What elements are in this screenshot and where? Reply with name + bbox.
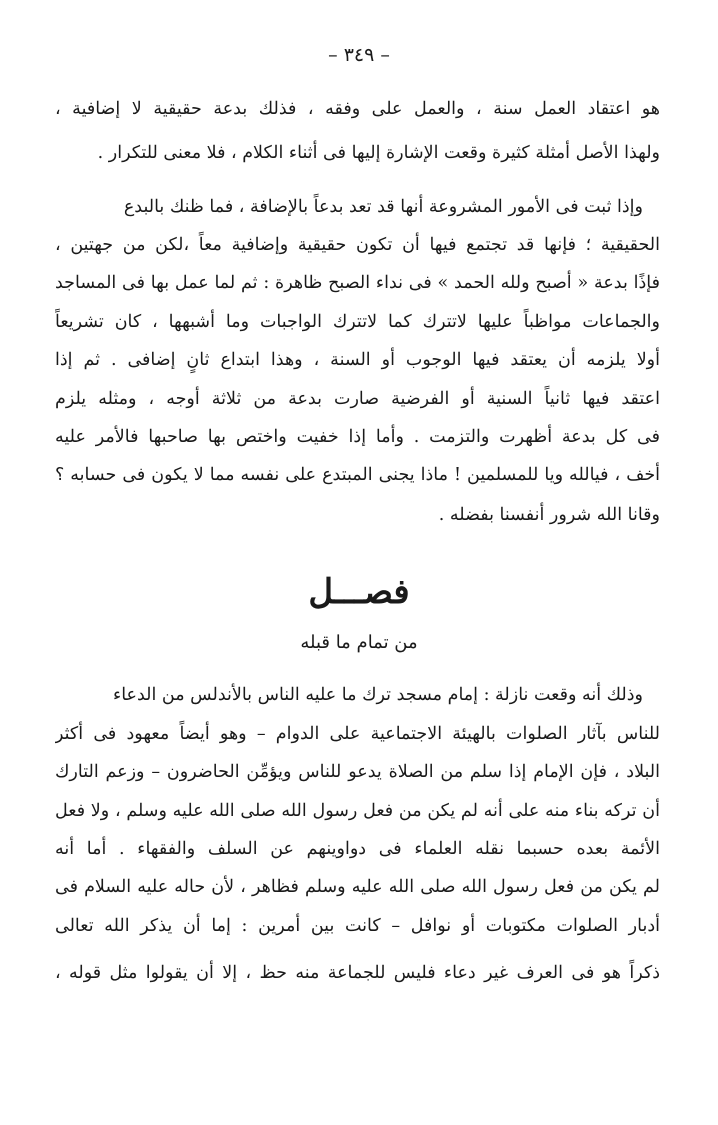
paragraph-2-line: وقانا الله شرور أنفسنا بفضله . <box>438 505 660 525</box>
paragraph-2-line: فى كل بدعة أظهرت والتزمت . وأما إذا خفيت واختص بها صاحبها فالأمر عليه <box>55 427 660 447</box>
paragraph-1-line: هو اعتقاد العمل سنة ، والعمل على وفقه ، فذلك بدعة حقيقية لا إضافية ، <box>55 99 660 119</box>
paragraph-2-line: أولا يلزمه أن يعتقد فيها الوجوب أو السنة ، وهذا ابتداع ثانٍ إضافى . ثم إذا <box>55 350 660 370</box>
paragraph-2-line: الحقيقية ؛ فإنها قد تجتمع فيها أن تكون حقيقية وإضافية معاً ،لكن من جهتين ، <box>55 235 660 255</box>
paragraph-3-line: أدبار الصلوات مكتوبات أو نوافل – كانت بين أمرين : إما أن يذكر الله تعالى <box>55 916 660 936</box>
paragraph-3-line: أن تركه بناء منه على أنه لم يكن من فعل رسول الله صلى الله عليه وسلم ، ولا فعل <box>55 801 660 821</box>
paragraph-2-line: فإذًا بدعة « أصبح ولله الحمد » فى نداء الصبح ظاهرة : ثم لما عمل بها فى المساجد <box>55 273 660 293</box>
section-heading: فصـــل <box>308 572 410 612</box>
paragraph-3-line: لم يكن من فعل رسول الله صلى الله عليه وسلم فظاهر ، لأن حاله عليه السلام فى <box>55 877 660 897</box>
paragraph-2-line: اعتقد فيها ثانياً السنية أو الفرضية صارت بدعة من ثلاثة أوجه ، ومثله يلزم <box>55 389 660 409</box>
paragraph-2-line: والجماعات مواظباً عليها لاتترك كما لاتترك الواجبات وما أشبهها ، كان تشريعاً <box>55 312 660 332</box>
paragraph-2-line: أخف ، فيالله ويا للمسلمين ! ماذا يجنى المبتدع على نفسه مما لا يكون فى حسابه ؟ <box>55 465 660 485</box>
page-number: – ٣٤٩ – <box>328 44 390 66</box>
section-subheading: من تمام ما قبله <box>300 632 418 653</box>
paragraph-3-line: للناس بآثار الصلوات بالهيئة الاجتماعية على الدوام – وهو أيضاً معهود فى أكثر <box>55 724 660 744</box>
paragraph-1-line: ولهذا الأصل أمثلة كثيرة وقعت الإشارة إليها فى أثناء الكلام ، فلا معنى للتكرار . <box>97 143 660 163</box>
paragraph-2-line: وإذا ثبت فى الأمور المشروعة أنها قد تعد بدعاً بالإضافة ، فما ظنك بالبدع <box>123 197 643 217</box>
paragraph-3-line: ذكراً هو فى العرف غير دعاء فليس للجماعة منه حظ ، إلا أن يقولوا مثل قوله ، <box>55 963 660 983</box>
paragraph-3-line: الأئمة بعده حسبما نقله العلماء فى دواوينهم عن السلف والفقهاء . أما أنه <box>55 839 660 859</box>
paragraph-3-line: البلاد ، فإن الإمام إذا سلم من الصلاة يدعو للناس ويؤمِّن الحاضرون – وزعم التارك <box>55 762 660 782</box>
paragraph-3-line: وذلك أنه وقعت نازلة : إمام مسجد ترك ما عليه الناس بالأندلس من الدعاء <box>112 685 643 705</box>
